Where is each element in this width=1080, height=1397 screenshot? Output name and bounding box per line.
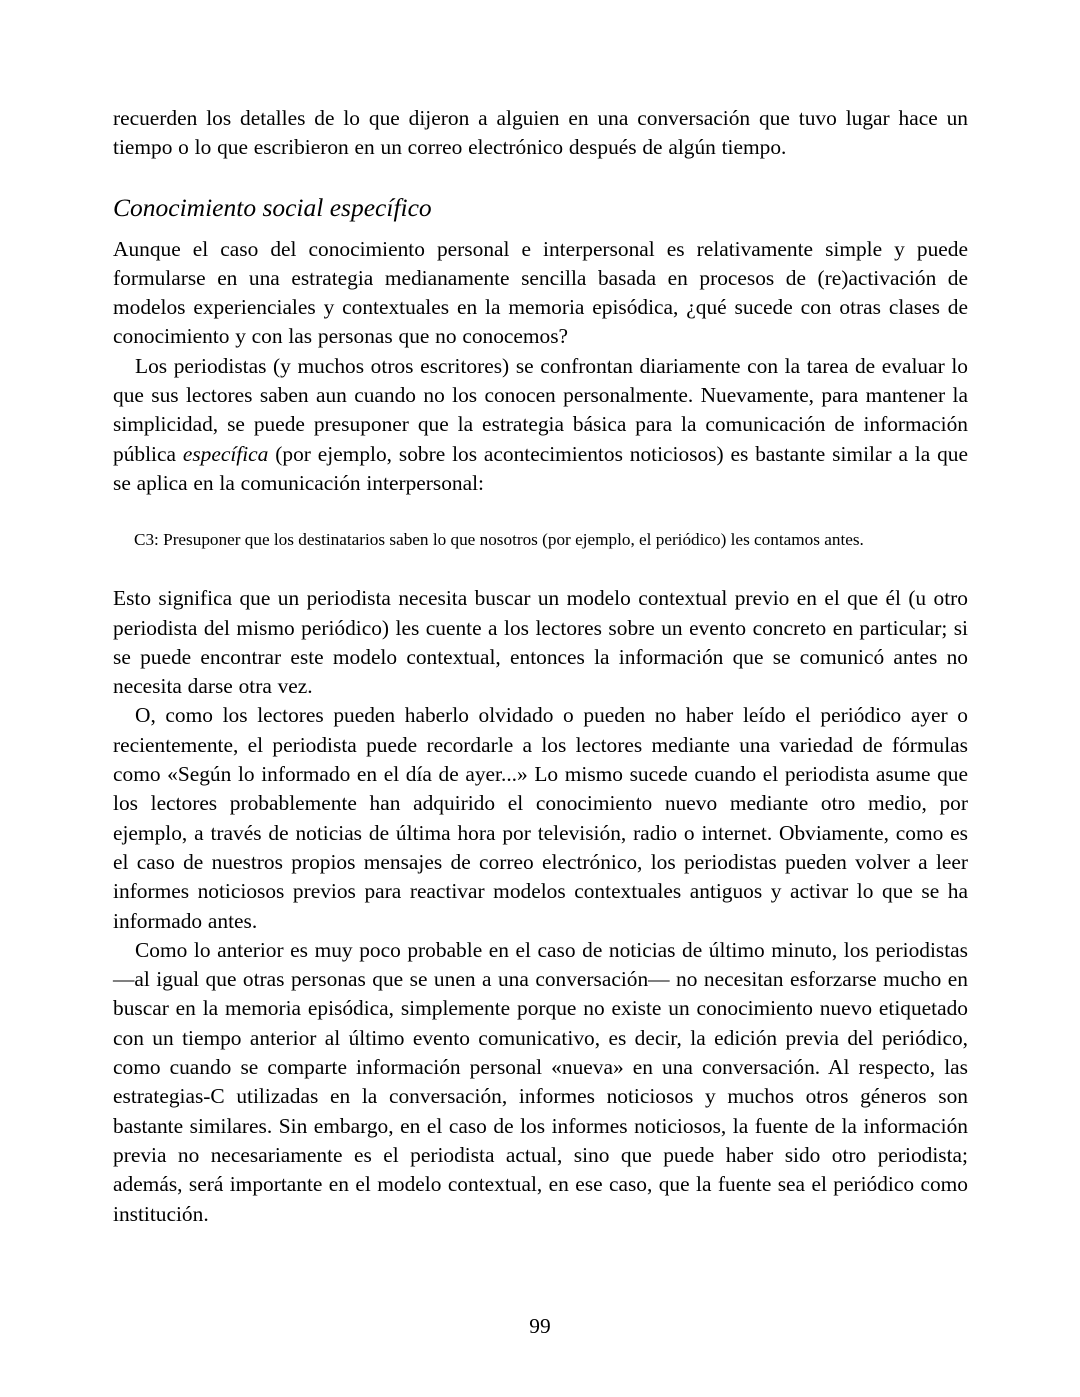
- paragraph-periodistas: [113, 352, 968, 498]
- page-number: 99: [529, 1314, 551, 1338]
- section-heading: Conocimiento social específico: [113, 192, 432, 222]
- paragraph-periodistas-text-after-emphasis: (por ejemplo, sobre los acontecimientos noticiosos) es bastante similar a la que se aplica en la comunicación interpersonal:: [113, 441, 968, 495]
- strategy-quote-c3: C3: Presuponer que los destinatarios saben lo que nosotros (por ejemplo, el periódico) les contamos antes.: [134, 530, 864, 550]
- emphasis-especifica: específica: [182, 441, 269, 466]
- paragraph-periodistas-text-before-emphasis: Los periodistas (y muchos otros escritores) se confrontan diariamente con la tarea de evaluar lo que sus lectores saben aun cuando no los conocen personalmente. Nuevamente, para mantener la simplicidad, se puede presuponer que la estrategia básica para la comunicación de información pública: [113, 353, 968, 466]
- paragraph-esto-significa: Esto significa que un periodista necesita buscar un modelo contextual previo en el que él (u otro periodista del mismo periódico) les cuente a los lectores sobre un evento concreto en particular; si se puede encontrar este modelo contextual, entonces la información que se comunicó antes no necesita darse otra vez.: [113, 586, 968, 699]
- spacer-before-quote-block: [113, 498, 968, 528]
- paragraph-o-como: O, como los lectores pueden haberlo olvidado o pueden no haber leído el periódico ayer o recientemente, el periodista puede recordarle a los lectores mediante una variedad de fórmulas como «Según lo informado en el día de ayer...» Lo mismo sucede cuando el periodista asume que los lectores probablemente han adquirido el conocimiento nuevo mediante otro medio, por ejemplo, a través de noticias de última hora por televisión, radio o internet. Obviamente, como es el caso de nuestros propios mensajes de correo electrónico, los periodistas pueden volver a leer informes noticiosos previos para reactivar modelos contextuales antiguos y activar lo que se ha informado antes.: [113, 703, 968, 933]
- spacer-after-heading: [113, 223, 968, 235]
- page-text-column: [113, 104, 968, 1229]
- spacer-before-heading: [113, 163, 968, 193]
- spacer-after-quote-block: [113, 552, 968, 584]
- paragraph-aunque: Aunque el caso del conocimiento personal e interpersonal es relativamente simple y puede formularse en una estrategia medianamente sencilla basada en procesos de (re)activación de modelos experienciales y contextuales en la memoria episódica, ¿qué sucede con otras clases de conocimiento y con las personas que no conocemos?: [113, 236, 968, 349]
- paragraph-como-lo-anterior: Como lo anterior es muy poco probable en el caso de noticias de último minuto, los periodistas —al igual que otras personas que se unen a una conversación— no necesitan esforzarse mucho en buscar en la memoria episódica, simplemente porque no existe un conocimiento nuevo etiquetado con un tiempo anterior al último evento comunicativo, es decir, la edición previa del periódico, como cuando se comparte información personal «nueva» en una conversación. Al respecto, las estrategias-C utilizadas en la conversación, informes noticiosos y muchos otros géneros son bastante similares. Sin embargo, en el caso de los informes noticiosos, la fuente de la información previa no necesariamente es el periodista actual, sino que puede haber sido otro periodista; además, será importante en el modelo contextual, en ese caso, que la fuente sea el periódico como institución.: [113, 937, 968, 1226]
- paragraph-continued-from-previous-page: recuerden los detalles de lo que dijeron a alguien en una conversación que tuvo lugar hace un tiempo o lo que escribieron en un correo electrónico después de algún tiempo.: [113, 106, 968, 160]
